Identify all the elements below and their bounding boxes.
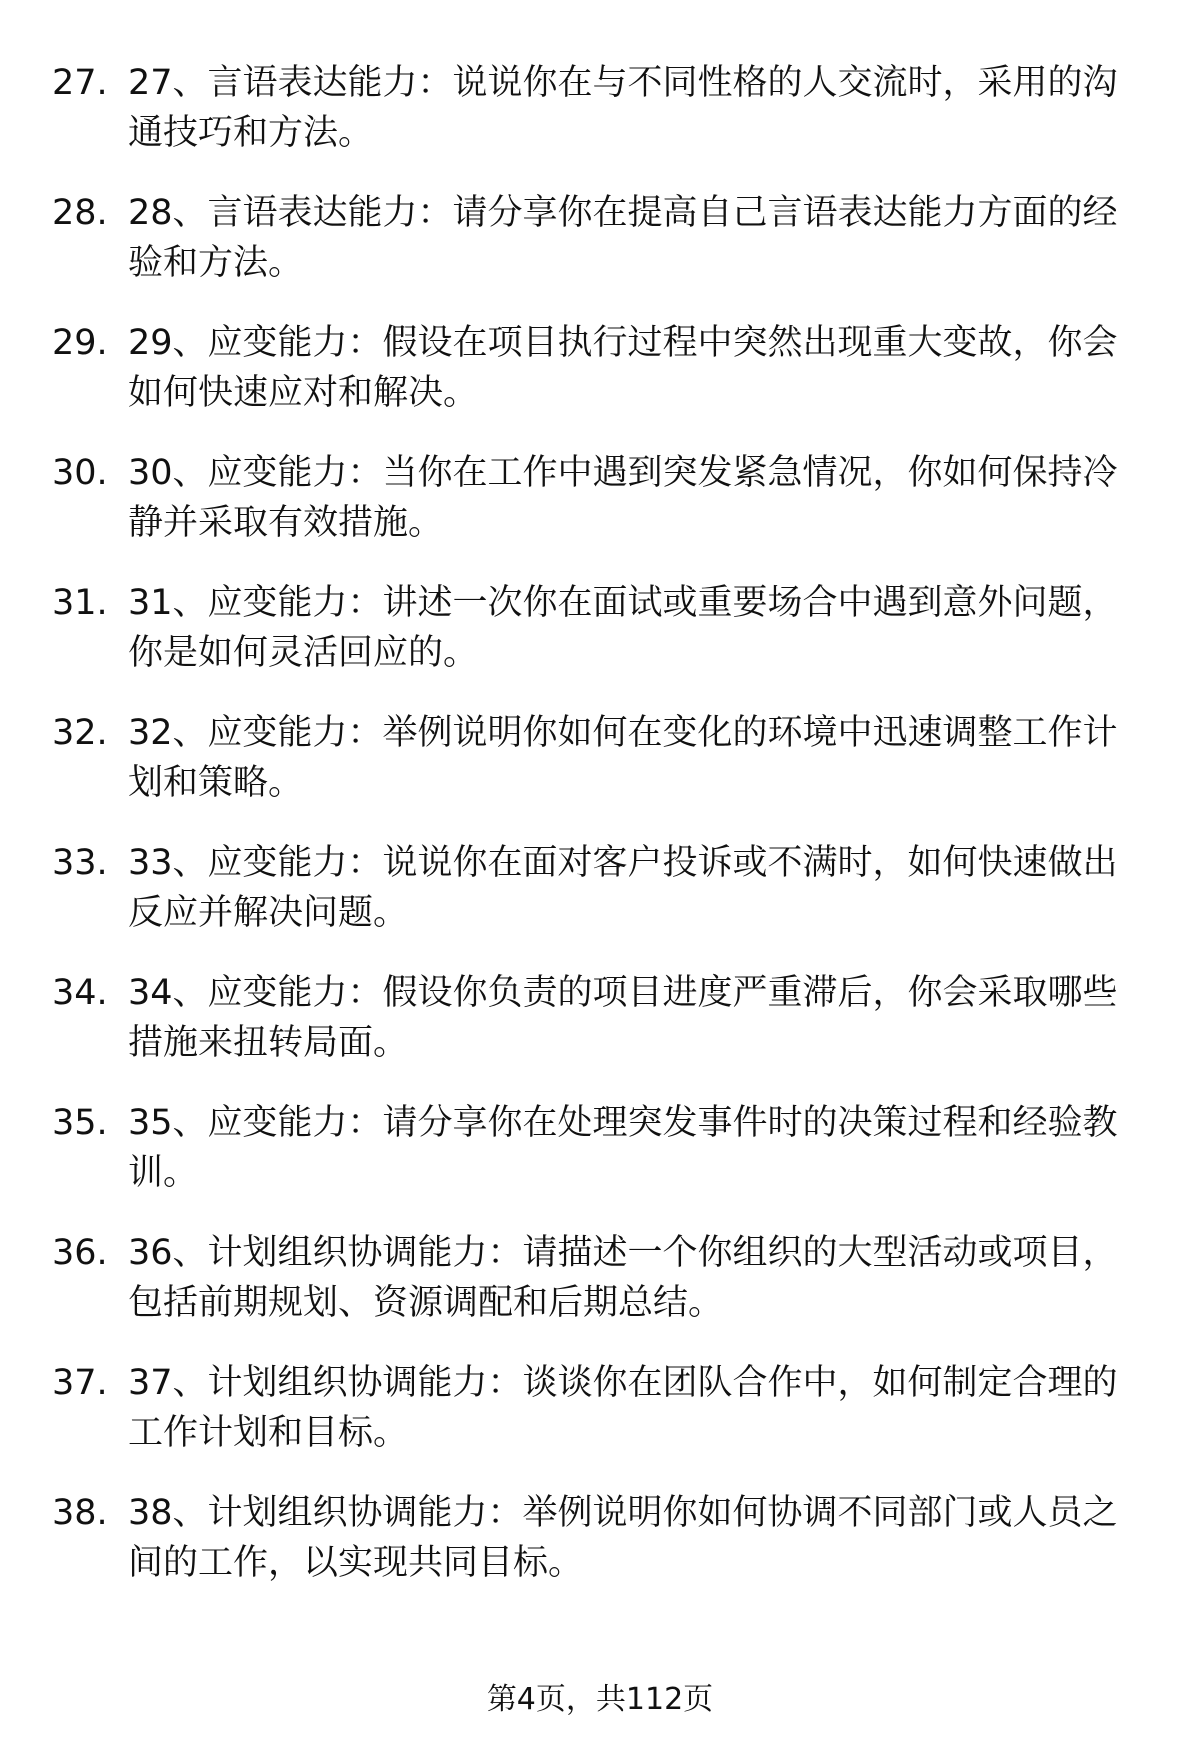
item-text: 37、计划组织协调能力：谈谈你在团队合作中，如何制定合理的工作计划和目标。 xyxy=(128,1363,1118,1453)
item-number: 28. xyxy=(52,193,108,233)
item-text: 32、应变能力：举例说明你如何在变化的环境中迅速调整工作计划和策略。 xyxy=(128,713,1118,803)
page-footer: 第4页，共112页 xyxy=(486,1682,714,1717)
list-item xyxy=(0,448,1200,578)
list-item xyxy=(0,188,1200,318)
item-number: 27. xyxy=(52,63,108,103)
list-item xyxy=(0,58,1200,188)
list-item xyxy=(0,708,1200,838)
item-text: 38、计划组织协调能力：举例说明你如何协调不同部门或人员之间的工作，以实现共同目标。 xyxy=(128,1493,1118,1583)
item-number: 35. xyxy=(52,1103,108,1143)
list-item xyxy=(0,318,1200,448)
item-number: 38. xyxy=(52,1493,108,1533)
item-number: 30. xyxy=(52,453,108,493)
list-item xyxy=(0,1358,1200,1488)
item-number: 37. xyxy=(52,1363,108,1403)
list-item xyxy=(0,1488,1200,1618)
item-number: 33. xyxy=(52,843,108,883)
list-item xyxy=(0,1098,1200,1228)
item-text: 29、应变能力：假设在项目执行过程中突然出现重大变故，你会如何快速应对和解决。 xyxy=(128,323,1118,413)
item-number: 34. xyxy=(52,973,108,1013)
list-item xyxy=(0,578,1200,708)
item-text: 31、应变能力：讲述一次你在面试或重要场合中遇到意外问题，你是如何灵活回应的。 xyxy=(128,583,1118,673)
item-text: 33、应变能力：说说你在面对客户投诉或不满时，如何快速做出反应并解决问题。 xyxy=(128,843,1118,933)
item-text: 30、应变能力：当你在工作中遇到突发紧急情况，你如何保持冷静并采取有效措施。 xyxy=(128,453,1118,543)
item-text: 28、言语表达能力：请分享你在提高自己言语表达能力方面的经验和方法。 xyxy=(128,193,1118,283)
item-text: 36、计划组织协调能力：请描述一个你组织的大型活动或项目，包括前期规划、资源调配和后期总结。 xyxy=(128,1233,1118,1323)
item-text: 34、应变能力：假设你负责的项目进度严重滞后，你会采取哪些措施来扭转局面。 xyxy=(128,973,1118,1063)
list-item xyxy=(0,968,1200,1098)
list-item xyxy=(0,838,1200,968)
item-text: 35、应变能力：请分享你在处理突发事件时的决策过程和经验教训。 xyxy=(128,1103,1118,1193)
item-number: 32. xyxy=(52,713,108,753)
item-number: 36. xyxy=(52,1233,108,1273)
item-number: 31. xyxy=(52,583,108,623)
item-text: 27、言语表达能力：说说你在与不同性格的人交流时，采用的沟通技巧和方法。 xyxy=(128,63,1118,153)
item-number: 29. xyxy=(52,323,108,363)
list-item xyxy=(0,1228,1200,1358)
question-list xyxy=(0,58,1200,1618)
